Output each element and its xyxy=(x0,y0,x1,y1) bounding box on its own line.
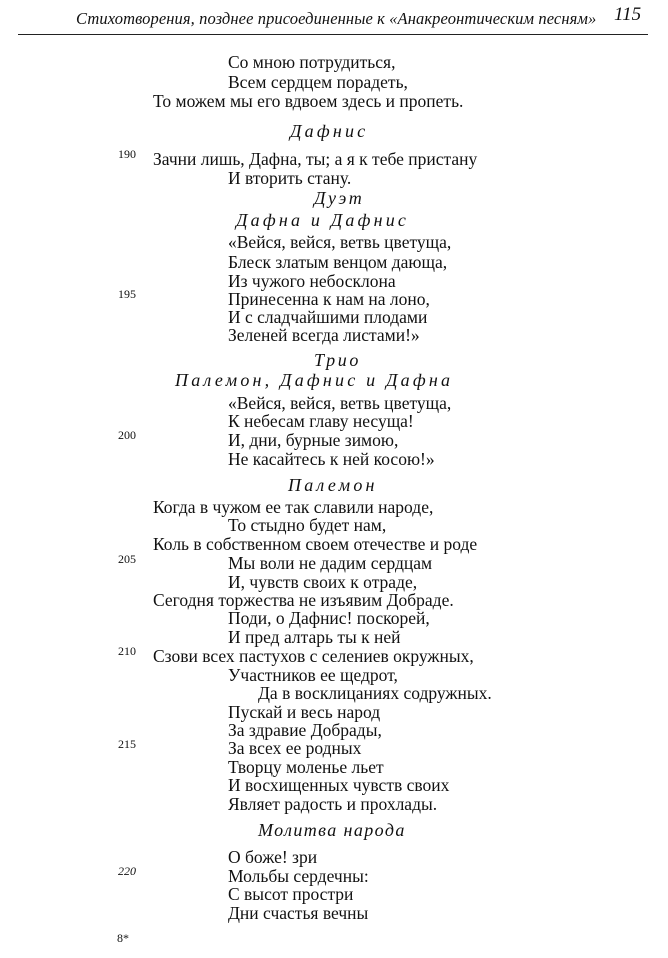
verse-line: Творцу моленье льет xyxy=(228,757,384,777)
verse-line: «Вейся, вейся, ветвь цветуща, xyxy=(228,393,452,413)
speaker-heading: Палемон xyxy=(288,475,378,495)
verse-line: К небесам главу несуща! xyxy=(228,411,414,431)
verse-line: Зачни лишь, Дафна, ты; а я к тебе пристану xyxy=(153,149,478,169)
running-header xyxy=(18,0,658,40)
verse-line: Со мною потрудиться, xyxy=(228,52,396,72)
verse-line: Мы воли не дадим сердцам xyxy=(228,553,433,573)
verse-line: Да в восклицаниях содружных. xyxy=(258,683,492,703)
verse-line: Когда в чужом ее так славили народе, xyxy=(153,497,434,517)
verse-line: И пред алтарь ты к ней xyxy=(228,627,401,647)
verse-line: То можем мы его вдвоем здесь и пропеть. xyxy=(153,91,464,111)
verse-line: «Вейся, вейся, ветвь цветуща, xyxy=(228,232,452,252)
verse-line: Из чужого небосклона xyxy=(228,271,396,291)
section-heading: Молитва народа xyxy=(258,820,406,840)
verse-line: О боже! зри xyxy=(228,847,318,867)
verse-line: И восхищенных чувств своих xyxy=(228,775,450,795)
verse-line: И, дни, бурные зимою, xyxy=(228,430,399,450)
verse-line: И, чувств своих к отраде, xyxy=(228,572,418,592)
signature-mark: 8* xyxy=(117,931,129,945)
line-number: 205 xyxy=(118,552,136,566)
line-number: 195 xyxy=(118,287,136,301)
verse-line: Всем сердцем порадеть, xyxy=(228,72,408,92)
verse-line: Коль в собственном своем отечестве и роде xyxy=(153,534,478,554)
line-number: 215 xyxy=(118,737,136,751)
verse-line: Сегодня торжества не изъявим Добраде. xyxy=(153,590,454,610)
verse-line: С высот простри xyxy=(228,884,354,904)
verse-line: Участников ее щедрот, xyxy=(228,665,398,685)
verse-line: Не касайтесь к ней косою!» xyxy=(228,449,435,469)
verse-line: И вторить стану. xyxy=(228,168,352,188)
verse-line: За всех ее родных xyxy=(228,738,362,758)
verse-line: То стыдно будет нам, xyxy=(228,515,387,535)
line-number: 200 xyxy=(118,428,136,442)
verse-line: Мольбы сердечны: xyxy=(228,866,369,886)
verse-line: Дни счастья вечны xyxy=(228,903,369,923)
verse-line: Блеск златым венцом дающа, xyxy=(228,252,448,272)
header-rule xyxy=(18,34,648,35)
line-number: 190 xyxy=(118,147,136,161)
verse-line: За здравие Добрады, xyxy=(228,720,382,740)
speaker-heading: Трио xyxy=(314,350,361,370)
verse-line: Пускай и весь народ xyxy=(228,702,381,722)
speaker-heading: Дафна и Дафнис xyxy=(236,210,410,230)
verse-line: Являет радость и прохлады. xyxy=(228,794,438,814)
page-number: 115 xyxy=(614,4,642,25)
running-title: Стихотворения, позднее присоединенные к «Анакреонтическим песням» xyxy=(76,9,597,28)
verse-line: Сзови всех пастухов с селениев окружных, xyxy=(153,646,474,666)
verse-line: Поди, о Дафнис! поскорей, xyxy=(228,608,430,628)
speaker-heading: Палемон, Дафнис и Дафна xyxy=(175,370,454,390)
verse-line: Принесенна к нам на лоно, xyxy=(228,289,430,309)
line-number: 220 xyxy=(118,864,136,878)
speaker-heading: Дуэт xyxy=(314,188,365,208)
verse-line: И с сладчайшими плодами xyxy=(228,307,428,327)
speaker-heading: Дафнис xyxy=(290,121,369,141)
verse-line: Зеленей всегда листами!» xyxy=(228,325,420,345)
line-number: 210 xyxy=(118,644,136,658)
